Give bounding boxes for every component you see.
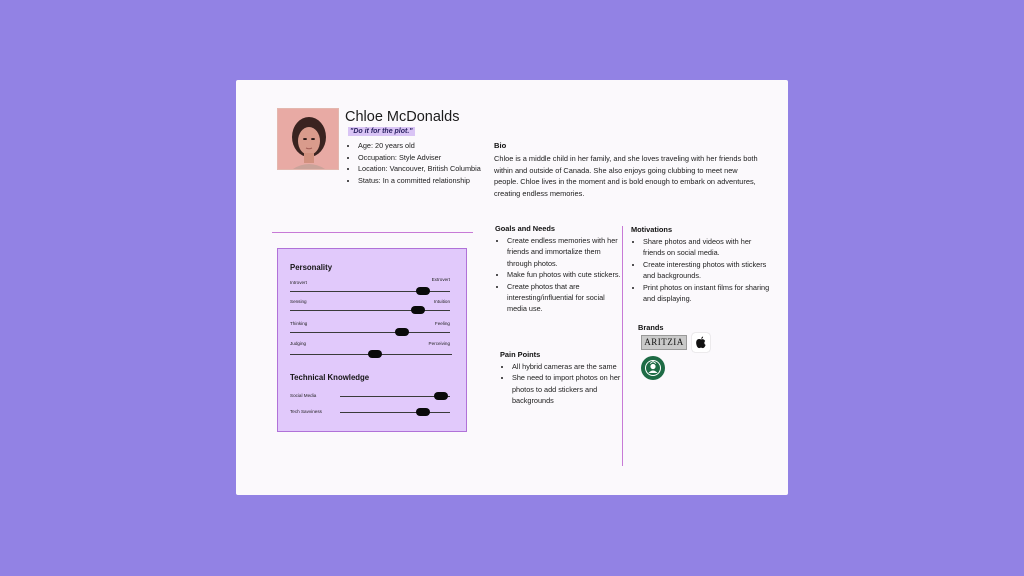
personality-slider-knob[interactable] (395, 328, 409, 336)
pain-point-item: • She need to import photos on her photos to add stickers and backgrounds (512, 372, 626, 406)
goals-title: Goals and Needs (495, 224, 555, 233)
personality-slider-knob[interactable] (411, 306, 425, 314)
pain-points-title: Pain Points (500, 350, 541, 359)
tech-slider-knob[interactable] (434, 392, 448, 400)
tech-slider-label: Tech Savviness (290, 409, 322, 414)
slider-right-label: Feeling (434, 321, 450, 326)
aritzia-logo: ARITZIA (641, 335, 687, 350)
personality-slider-knob[interactable] (368, 350, 382, 358)
slider-right-label: Extrovert (431, 277, 450, 282)
slider-right-label: Intuition (433, 299, 450, 304)
motivation-item: • Create interesting photos with stickers and backgrounds. (643, 259, 771, 282)
slider-right-label: Perceiving (428, 341, 450, 346)
goals-list (495, 235, 622, 315)
personality-slider-track (290, 332, 450, 333)
tech-slider-label: Social Media (290, 393, 317, 398)
tech-slider-track (340, 412, 450, 413)
brands-title: Brands (638, 323, 664, 332)
persona-facts (346, 140, 484, 186)
persona-card (236, 80, 788, 495)
goal-item: • Create endless memories with her friends and immortalize them through photos. (507, 235, 622, 269)
persona-quote: "Do it for the plot." (350, 128, 413, 135)
fact-location: • Location: Vancouver, British Columbia (358, 163, 484, 175)
motivation-item: • Share photos and videos with her friends on social media. (643, 236, 771, 259)
motivations-title: Motivations (631, 225, 673, 234)
personality-title: Personality (290, 263, 333, 272)
pain-points-list (500, 361, 626, 407)
fact-occupation: • Occupation: Style Adviser (358, 152, 484, 164)
bio-title: Bio (494, 141, 507, 150)
goal-item: • Create photos that are interesting/influential for social media use. (507, 281, 622, 315)
column-divider (622, 226, 623, 466)
fact-status: • Status: In a committed relationship (358, 175, 484, 187)
persona-name: Chloe McDonalds (345, 109, 460, 125)
slider-left-label: Thinking (290, 321, 308, 326)
fact-age: • Age: 20 years old (358, 140, 484, 152)
apple-logo (692, 333, 710, 352)
slider-left-label: Judging (290, 341, 307, 346)
personality-panel (277, 248, 467, 432)
starbucks-logo (641, 356, 665, 380)
goal-item: • Make fun photos with cute stickers. (507, 269, 622, 280)
slider-left-label: Introvert (290, 280, 307, 285)
pain-point-item: • All hybrid cameras are the same (512, 361, 626, 372)
personality-slider-track (290, 310, 450, 311)
technical-title: Technical Knowledge (290, 373, 370, 382)
motivation-item: • Print photos on instant films for sharing and displaying. (643, 282, 771, 305)
tech-slider-knob[interactable] (416, 408, 430, 416)
section-divider (272, 232, 473, 233)
personality-slider-knob[interactable] (416, 287, 430, 295)
bio-text: Chloe is a middle child in her family, and she loves traveling with her friends both within and outside of Canada. She also enjoys going clubbing to meet new people. Chloe lives in the moment and is bold enough to embark on adventures, creating endless memories. (494, 154, 758, 198)
motivations-list (631, 236, 771, 304)
profile-photo (277, 108, 339, 170)
slider-left-label: Sensing (290, 299, 307, 304)
